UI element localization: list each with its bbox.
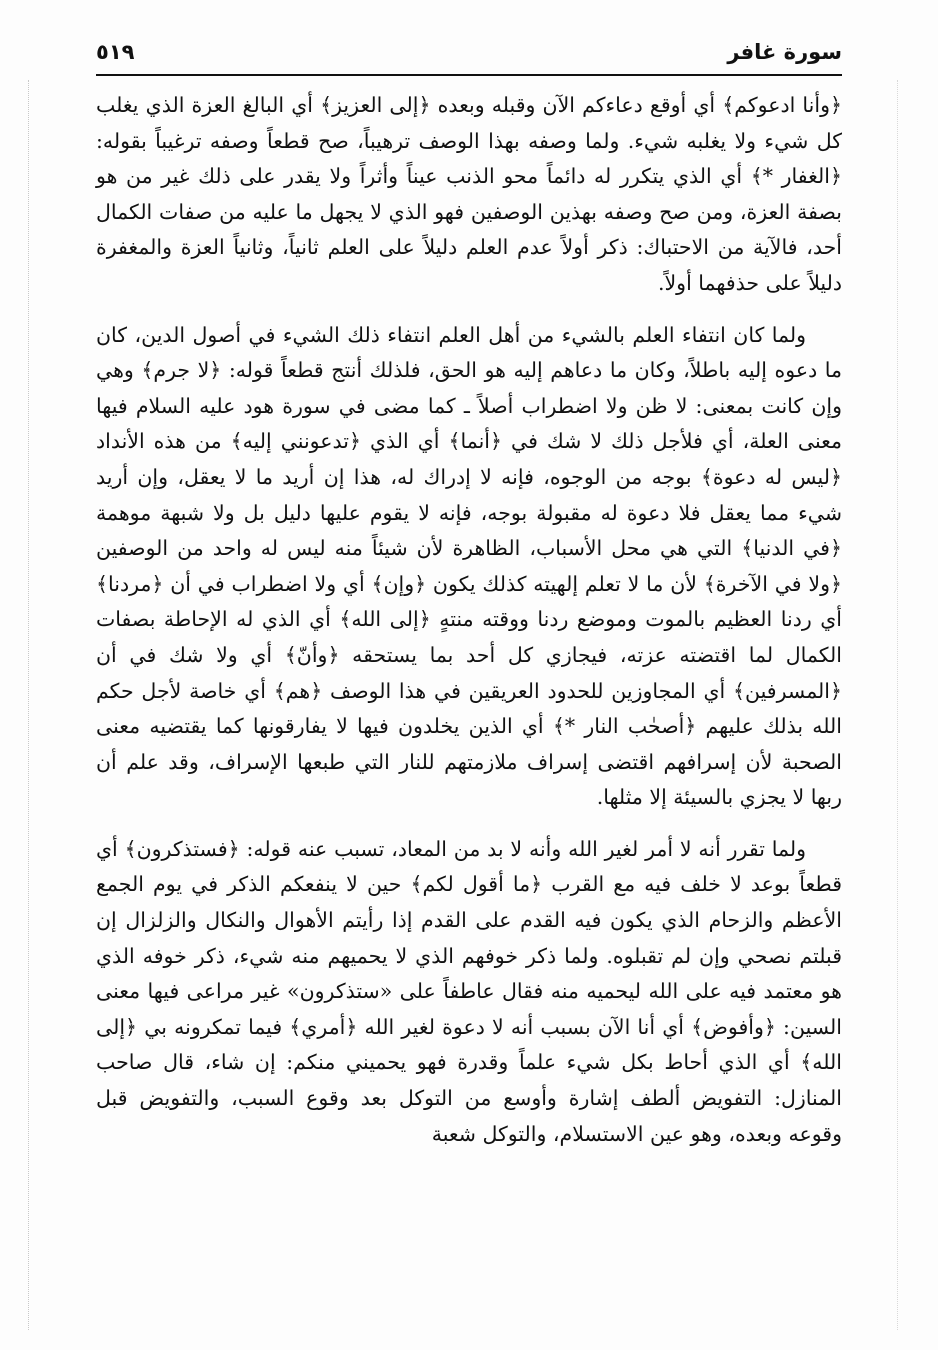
paragraph-2: ولما كان انتفاء العلم بالشيء من أهل العلم انتفاء ذلك الشيء في أصول الدين، كان ما دعوه إليه باطلاً، وكان ما دعاهم إليه هو الحق، فلذلك أنتج قطعاً قوله: ﴿لا جرم﴾ وهي وإن كانت بمعنى: لا ظن ولا اضطراب أصلاً ـ كما مضى في سورة هود عليه السلام فيها معنى العلة، أي فلأجل ذلك لا شك في ﴿أنما﴾ أي الذي ﴿تدعونني إليه﴾ من هذه الأنداد ﴿ليس له دعوة﴾ بوجه من الوجوه، فإنه لا إدراك له، هذا إن أريد ما لا يعقل، وإن أريد شيء مما يعقل فلا دعوة له مقبولة بوجه، فإنه لا يقوم عليها دليل بل ولا شبهة موهمة ﴿في الدنيا﴾ التي هي محل الأسباب، الظاهرة لأن شيئاً منه ليس له واحد من الوصفين ﴿ولا في الآخرة﴾ لأن ما لا تعلم إلهيته كذلك يكون ﴿وإن﴾ أي ولا اضطراب في أن ﴿مردنا﴾ أي ردنا العظيم بالموت وموضع ردنا ووقته منتهٍ ﴿إلى الله﴾ أي الذي له الإحاطة بصفات الكمال لما اقتضته عزته، فيجازي كل أحد بما يستحقه ﴿وأنّ﴾ أي ولا شك في أن ﴿المسرفين﴾ أي المجاوزين للحدود العريقين في هذا الوصف ﴿هم﴾ أي خاصة لأجل حكم الله بذلك عليهم ﴿أصحٰب النار *﴾ أي الذين يخلدون فيها لا يفارقونها كما يقتضيه معنى الصحبة لأن إسرافهم اقتضى إسراف ملازمتهم للنار التي طبعها الإسراف، وقد علم أن ربها لا يجزي بالسيئة إلا مثلها. bbox=[96, 322, 842, 810]
page-body bbox=[96, 88, 842, 1152]
page-header bbox=[96, 34, 842, 74]
scan-edge-left bbox=[28, 80, 29, 1330]
page-number: ٥١٩ bbox=[96, 40, 135, 64]
paragraph-1: ﴿وأنا ادعوكم﴾ أي أوقع دعاءكم الآن وقبله وبعده ﴿إلى العزيز﴾ أي البالغ العزة الذي يغلب كل شيء ولا يغلبه شيء. ولما وصفه بهذا الوصف ترهيباً، صح قطعاً وصفه ترغيباً بقوله: ﴿الغفار *﴾ أي الذي يتكرر له دائماً محو الذنب عيناً وأثراً ولا يقدر على ذلك غير من هو بصفة العزة، ومن صح وصفه بهذين الوصفين فهو الذي لا يجهل ما عليه من صفات الكمال أحد، فالآية من الاحتباك: ذكر أولاً عدم العلم دليلاً على العلم ثانياً، وثانياً العزة والمغفرة دليلاً على حذفهما أولاً. bbox=[96, 93, 842, 295]
surah-title: سورة غافر bbox=[727, 40, 842, 64]
header-divider bbox=[96, 74, 842, 76]
paragraph-3: ولما تقرر أنه لا أمر لغير الله وأنه لا بد من المعاد، تسبب عنه قوله: ﴿فستذكرون﴾ أي قطعاً بوعد لا خلف فيه مع القرب ﴿ما أقول لكم﴾ حين لا ينفعكم الذكر في يوم الجمع الأعظم والزحام الذي يكون فيه القدم على القدم إذا رأيتم الأهوال والنكال والزلزال إن قبلتم نصحي وإن لم تقبلوه. ولما ذكر خوفهم الذي لا يحميهم منه شيء، ذكر خوفه الذي هو معتمد فيه على الله ليحميه منه فقال عاطفاً على «ستذكرون» غير مراعى فيها معنى السين: ﴿وأفوض﴾ أي أنا الآن بسبب أنه لا دعوة لغير الله ﴿أمري﴾ فيما تمكرونه بي ﴿إلى الله﴾ أي الذي أحاط بكل شيء علماً وقدرة فهو يحميني منكم: إن شاء، قال صاحب المنازل: التفويض ألطف إشارة وأوسع من التوكل بعد وقوع السبب، والتفويض قبل وقوعه وبعده، وهو عين الاستسلام، والتوكل شعبة bbox=[96, 836, 842, 1146]
scan-edge-right bbox=[897, 80, 898, 1330]
